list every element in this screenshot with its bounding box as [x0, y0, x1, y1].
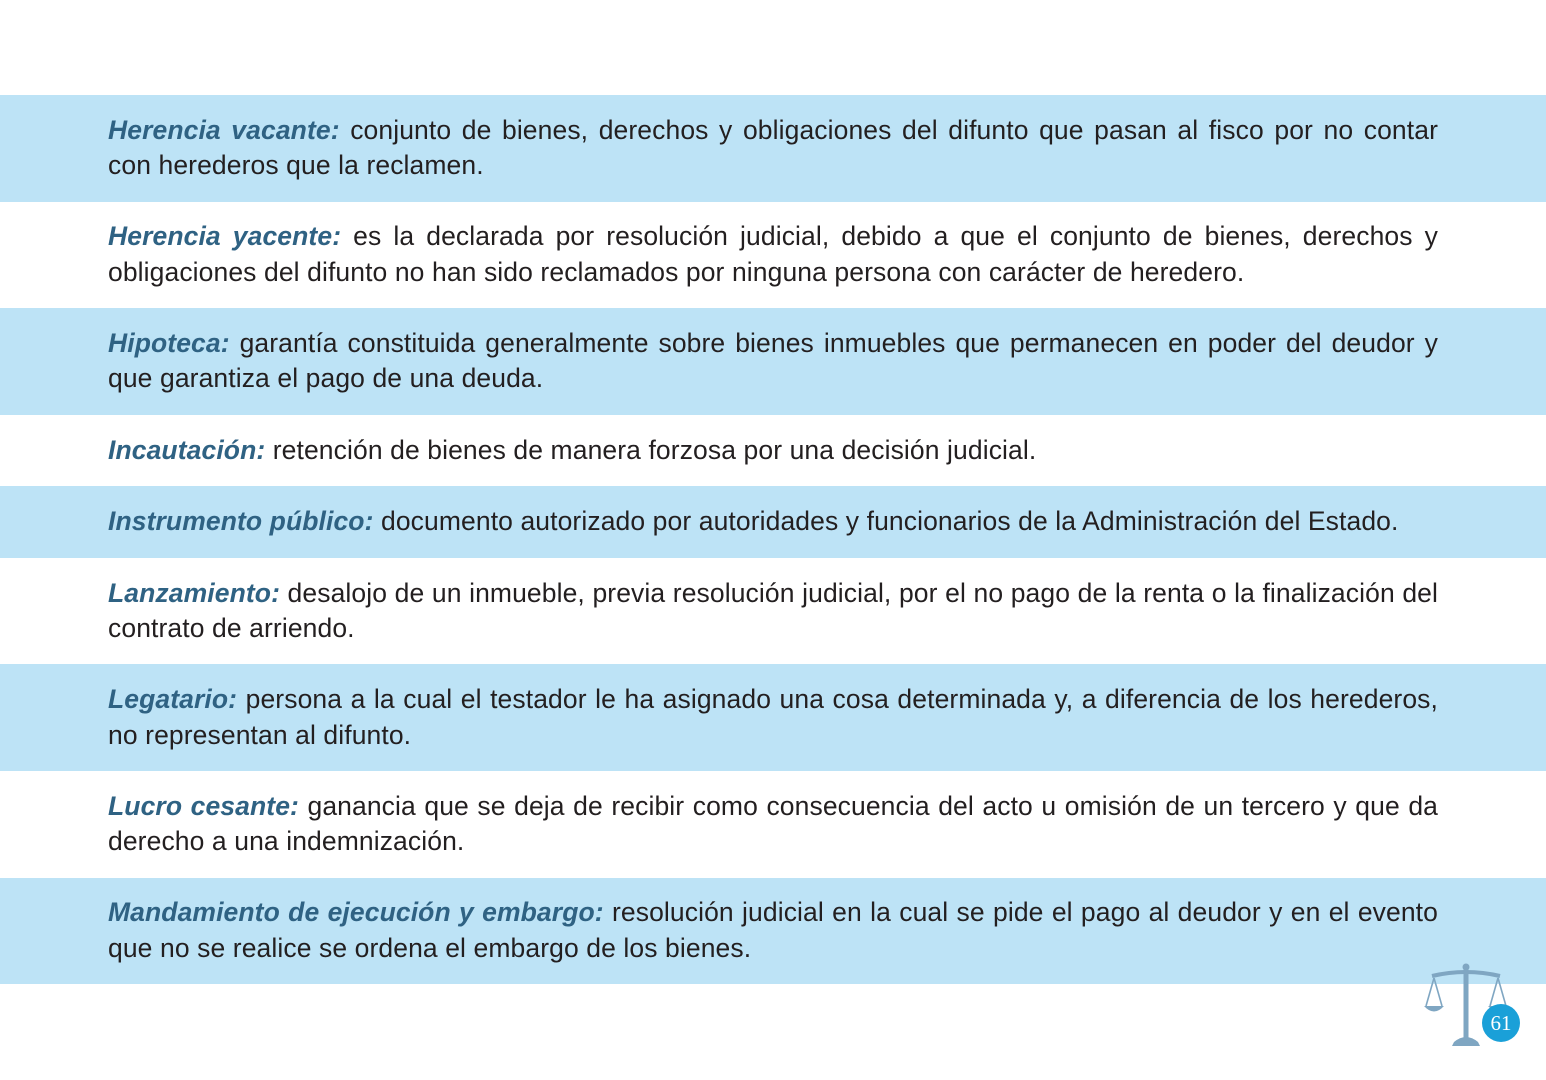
- glossary-term: Lanzamiento:: [108, 577, 280, 608]
- page-number-badge: 61: [1482, 1004, 1520, 1042]
- glossary-definition: persona a la cual el testador le ha asignado una cosa determinada y, a diferencia de los herederos, no representan al difunto.: [108, 684, 1438, 750]
- glossary-entry-incautacion: [0, 415, 1546, 487]
- glossary-definition: conjunto de bienes, derechos y obligaciones del difunto que pasan al fisco por no contar con herederos que la reclamen.: [108, 114, 1438, 181]
- glossary-entry-text: [108, 682, 1438, 753]
- glossary-entry-text: [108, 504, 1438, 540]
- glossary-entry-text: [108, 326, 1438, 397]
- glossary-term: Herencia vacante:: [108, 114, 340, 145]
- glossary-term: Hipoteca:: [108, 327, 230, 358]
- glossary-entry-herencia-yacente: [0, 202, 1546, 309]
- glossary-term: Lucro cesante:: [108, 790, 299, 821]
- glossary-term: Herencia yacente:: [108, 221, 342, 252]
- glossary-list: [0, 95, 1546, 984]
- glossary-entry-text: [108, 576, 1438, 647]
- glossary-definition: retención de bienes de manera forzosa por una decisión judicial.: [265, 434, 1037, 465]
- glossary-entry-lanzamiento: [0, 558, 1546, 665]
- glossary-definition: desalojo de un inmueble, previa resolución judicial, por el no pago de la renta o la finalización del contrato de arriendo.: [108, 577, 1438, 644]
- glossary-entry-hipoteca: [0, 308, 1546, 415]
- glossary-entry-text: [108, 895, 1438, 966]
- glossary-definition: resolución judicial en la cual se pide el pago al deudor y en el evento que no se realice se ordena el embargo de los bienes.: [108, 897, 1438, 963]
- glossary-definition: ganancia que se deja de recibir como consecuencia del acto u omisión de un tercero y que da derecho a una indemnización.: [108, 790, 1438, 857]
- glossary-entry-text: [108, 789, 1438, 860]
- glossary-term: Mandamiento de ejecución y embargo:: [108, 897, 604, 928]
- glossary-entry-mandamiento: [0, 878, 1546, 985]
- glossary-entry-instrumento-publico: [0, 486, 1546, 558]
- glossary-entry-herencia-vacante: [0, 95, 1546, 202]
- glossary-definition: es la declarada por resolución judicial, debido a que el conjunto de bienes, derechos y obligaciones del difunto no han sido reclamados por ninguna persona con carácter de heredero.: [108, 221, 1438, 287]
- glossary-entry-text: [108, 219, 1438, 290]
- glossary-definition: garantía constituida generalmente sobre bienes inmuebles que permanecen en poder del deudor y que garantiza el pago de una deuda.: [108, 327, 1438, 394]
- glossary-definition: documento autorizado por autoridades y funcionarios de la Administración del Estado.: [373, 506, 1399, 537]
- glossary-entry-text: [108, 433, 1438, 469]
- glossary-term: Instrumento público:: [108, 506, 374, 537]
- glossary-entry-lucro-cesante: [0, 771, 1546, 878]
- glossary-entry-text: [108, 113, 1438, 184]
- glossary-term: Incautación:: [108, 434, 266, 465]
- glossary-term: Legatario:: [108, 684, 238, 715]
- glossary-entry-legatario: [0, 664, 1546, 771]
